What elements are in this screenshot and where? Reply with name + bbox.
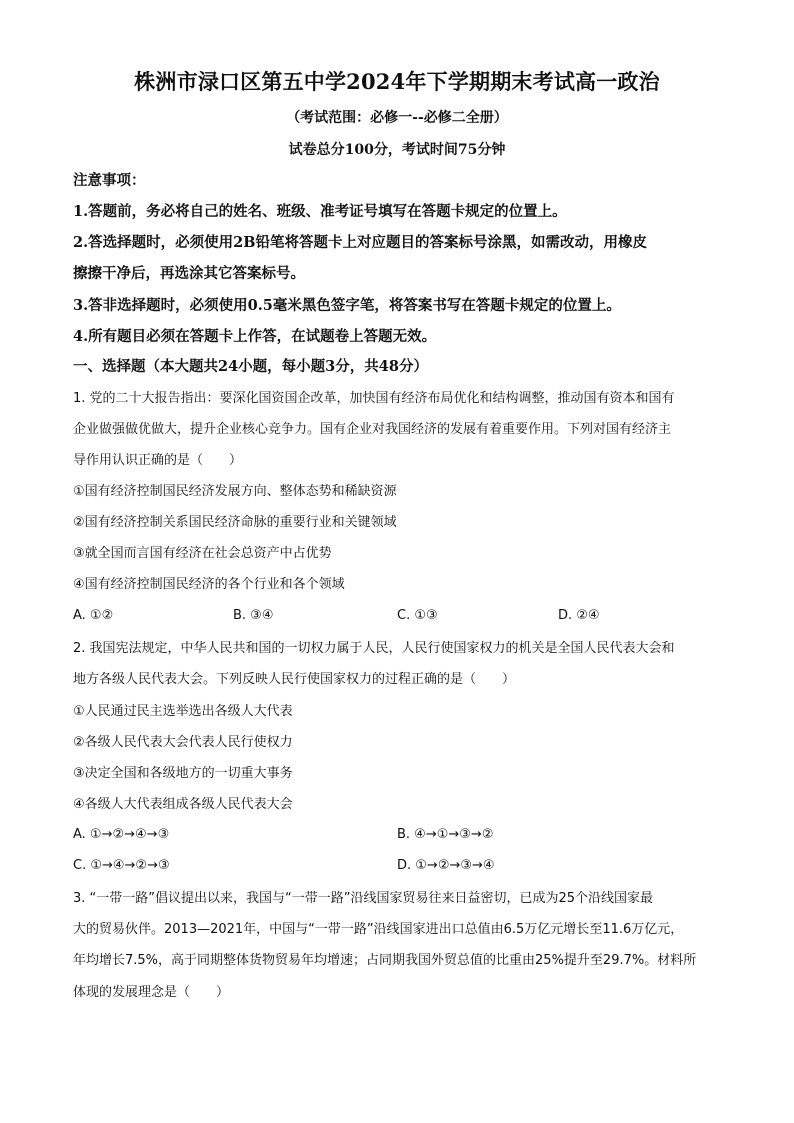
question-2-stem: 2. 我国宪法规定，中华人民共和国的一切权力属于人民，人民行使国家权力的机关是全国人民代表大会和 [73, 641, 675, 656]
question-1-stem: 企业做强做优做大，提升企业核心竞争力。国有企业对我国经济的发展有着重要作用。下列对国有经济主 [73, 422, 672, 437]
question-1-stem: 导作用认识正确的是（ ） [73, 453, 243, 468]
question-1-option-c: C. ①③ [397, 608, 438, 623]
question-3-stem: 3. “一带一路”倡议提出以来，我国与“一带一路”沿线国家贸易往来日益密切，已成为25个沿线国家最 [73, 891, 654, 906]
question-2-statement: ②各级人民代表大会代表人民行使权力 [73, 735, 293, 750]
notice-item: 擦擦干净后，再选涂其它答案标号。 [73, 265, 305, 282]
exam-scope: （考试范围：必修一--必修二全册） [286, 110, 508, 126]
notice-item: 4.所有题目必须在答题卡上作答，在试题卷上答题无效。 [73, 328, 437, 345]
question-2-option-c: C. ①→④→②→③ [73, 858, 170, 873]
question-2-option-b: B. ④→①→③→② [397, 827, 494, 842]
question-3-stem: 年均增长7.5%，高于同期整体货物贸易年均增速；占同期我国外贸总值的比重由25%提升至29.7%。材料所 [73, 953, 697, 968]
question-1-option-a: A. ①② [73, 608, 114, 623]
question-2-stem: 地方各级人民代表大会。下列反映人民行使国家权力的过程正确的是（ ） [73, 672, 516, 687]
question-2-option-a: A. ①→②→④→③ [73, 827, 170, 842]
question-2-statement: ①人民通过民主选举选出各级人大代表 [73, 704, 293, 719]
question-1-stem: 1. 党的二十大报告指出：要深化国资国企改革，加快国有经济布局优化和结构调整，推动国有资本和国有 [73, 391, 675, 406]
question-2-option-d: D. ①→②→③→④ [397, 858, 495, 873]
notice-item: 2.答选择题时，必须使用2B铅笔将答题卡上对应题目的答案标号涂黑，如需改动，用橡皮 [73, 234, 647, 251]
exam-info: 试卷总分100分，考试时间75分钟 [288, 142, 506, 158]
question-1-statement: ①国有经济控制国民经济发展方向、整体态势和稀缺资源 [73, 484, 397, 499]
notice-heading: 注意事项： [73, 172, 146, 189]
notice-item: 3.答非选择题时，必须使用0.5毫米黑色签字笔，将答案书写在答题卡规定的位置上。 [73, 297, 621, 314]
question-3-stem: 体现的发展理念是（ ） [73, 985, 230, 1000]
section-heading: 一、选择题（本大题共24小题，每小题3分，共48分） [73, 358, 428, 375]
question-1-statement: ②国有经济控制关系国民经济命脉的重要行业和关键领域 [73, 515, 397, 530]
notice-item: 1.答题前，务必将自己的姓名、班级、准考证号填写在答题卡规定的位置上。 [73, 203, 567, 220]
question-1-option-d: D. ②④ [558, 608, 600, 623]
exam-title: 株洲市渌口区第五中学2024年下学期期末考试高一政治 [134, 69, 660, 94]
question-1-option-b: B. ③④ [233, 608, 274, 623]
question-1-statement: ③就全国而言国有经济在社会总资产中占优势 [73, 546, 332, 561]
question-2-statement: ③决定全国和各级地方的一切重大事务 [73, 766, 293, 781]
question-1-statement: ④国有经济控制国民经济的各个行业和各个领域 [73, 577, 345, 592]
question-3-stem: 大的贸易伙伴。2013—2021年，中国与“一带一路”沿线国家进出口总值由6.5万亿元增长至11.6万亿元， [73, 922, 684, 937]
question-2-statement: ④各级人大代表组成各级人民代表大会 [73, 797, 293, 812]
